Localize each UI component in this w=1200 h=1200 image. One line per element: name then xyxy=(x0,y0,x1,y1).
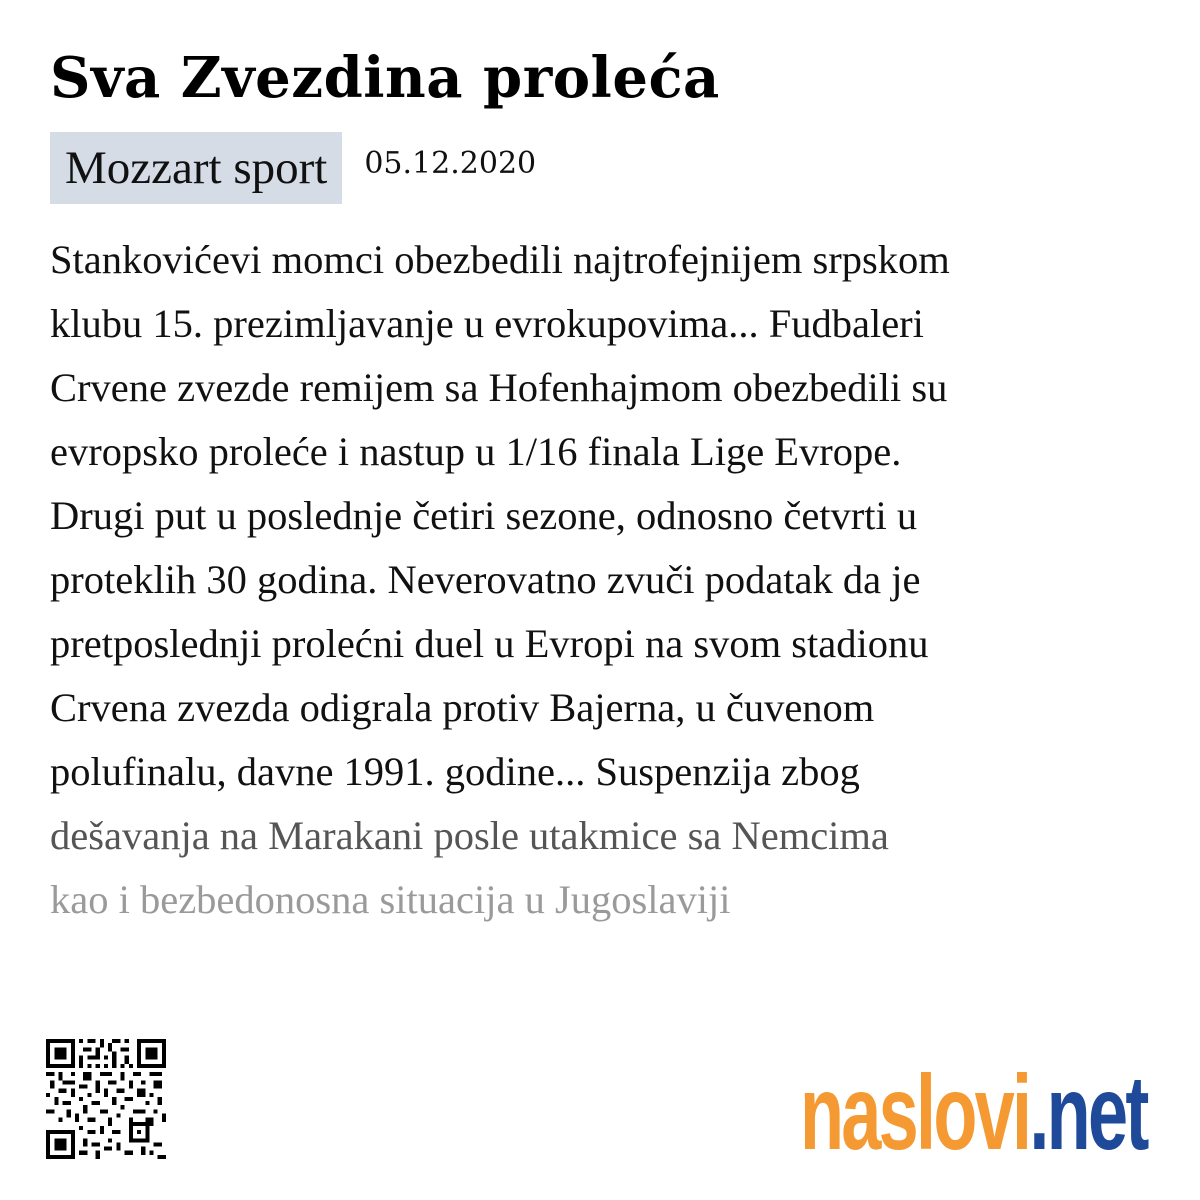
qr-code-icon[interactable] xyxy=(46,1036,166,1162)
body-line: pretposlednji prolećni duel u Evropi na svom stadionu xyxy=(50,621,929,666)
article-title: Sva Zvezdina proleća xyxy=(50,45,720,111)
body-line: Crvena zvezda odigrala protiv Bajerna, u čuvenom xyxy=(50,685,875,730)
logo-dot: . xyxy=(1029,1054,1047,1172)
body-line: Crvene zvezde remijem sa Hofenhajmom obezbedili su xyxy=(50,365,948,410)
article-meta xyxy=(50,132,536,204)
body-line: klubu 15. prezimljavanje u evrokupovima... Fudbaleri xyxy=(50,301,924,346)
logo-net: net xyxy=(1046,1054,1147,1172)
body-line-fading: dešavanja na Marakani posle utakmice sa Nemcima xyxy=(50,813,889,858)
body-line: Stankovićevi momci obezbedili najtrofejnijem srpskom xyxy=(50,237,950,282)
body-line: polufinalu, davne 1991. godine... Suspenzija zbog xyxy=(50,749,860,794)
source-badge: Mozzart sport xyxy=(50,132,342,204)
body-line: evropsko proleće i nastup u 1/16 finala Lige Evrope. xyxy=(50,429,902,474)
body-line-faded: kao i bezbedonosna situacija u Jugoslaviji xyxy=(50,877,731,922)
body-line: Drugi put u poslednje četiri sezone, odnosno četvrti u xyxy=(50,493,918,538)
naslovi-net-logo[interactable] xyxy=(800,1054,1147,1172)
publish-date: 05.12.2020 xyxy=(364,146,537,181)
article-body xyxy=(50,228,1170,932)
body-line: proteklih 30 godina. Neverovatno zvuči podatak da je xyxy=(50,557,921,602)
logo-naslovi: naslovi xyxy=(800,1054,1030,1172)
